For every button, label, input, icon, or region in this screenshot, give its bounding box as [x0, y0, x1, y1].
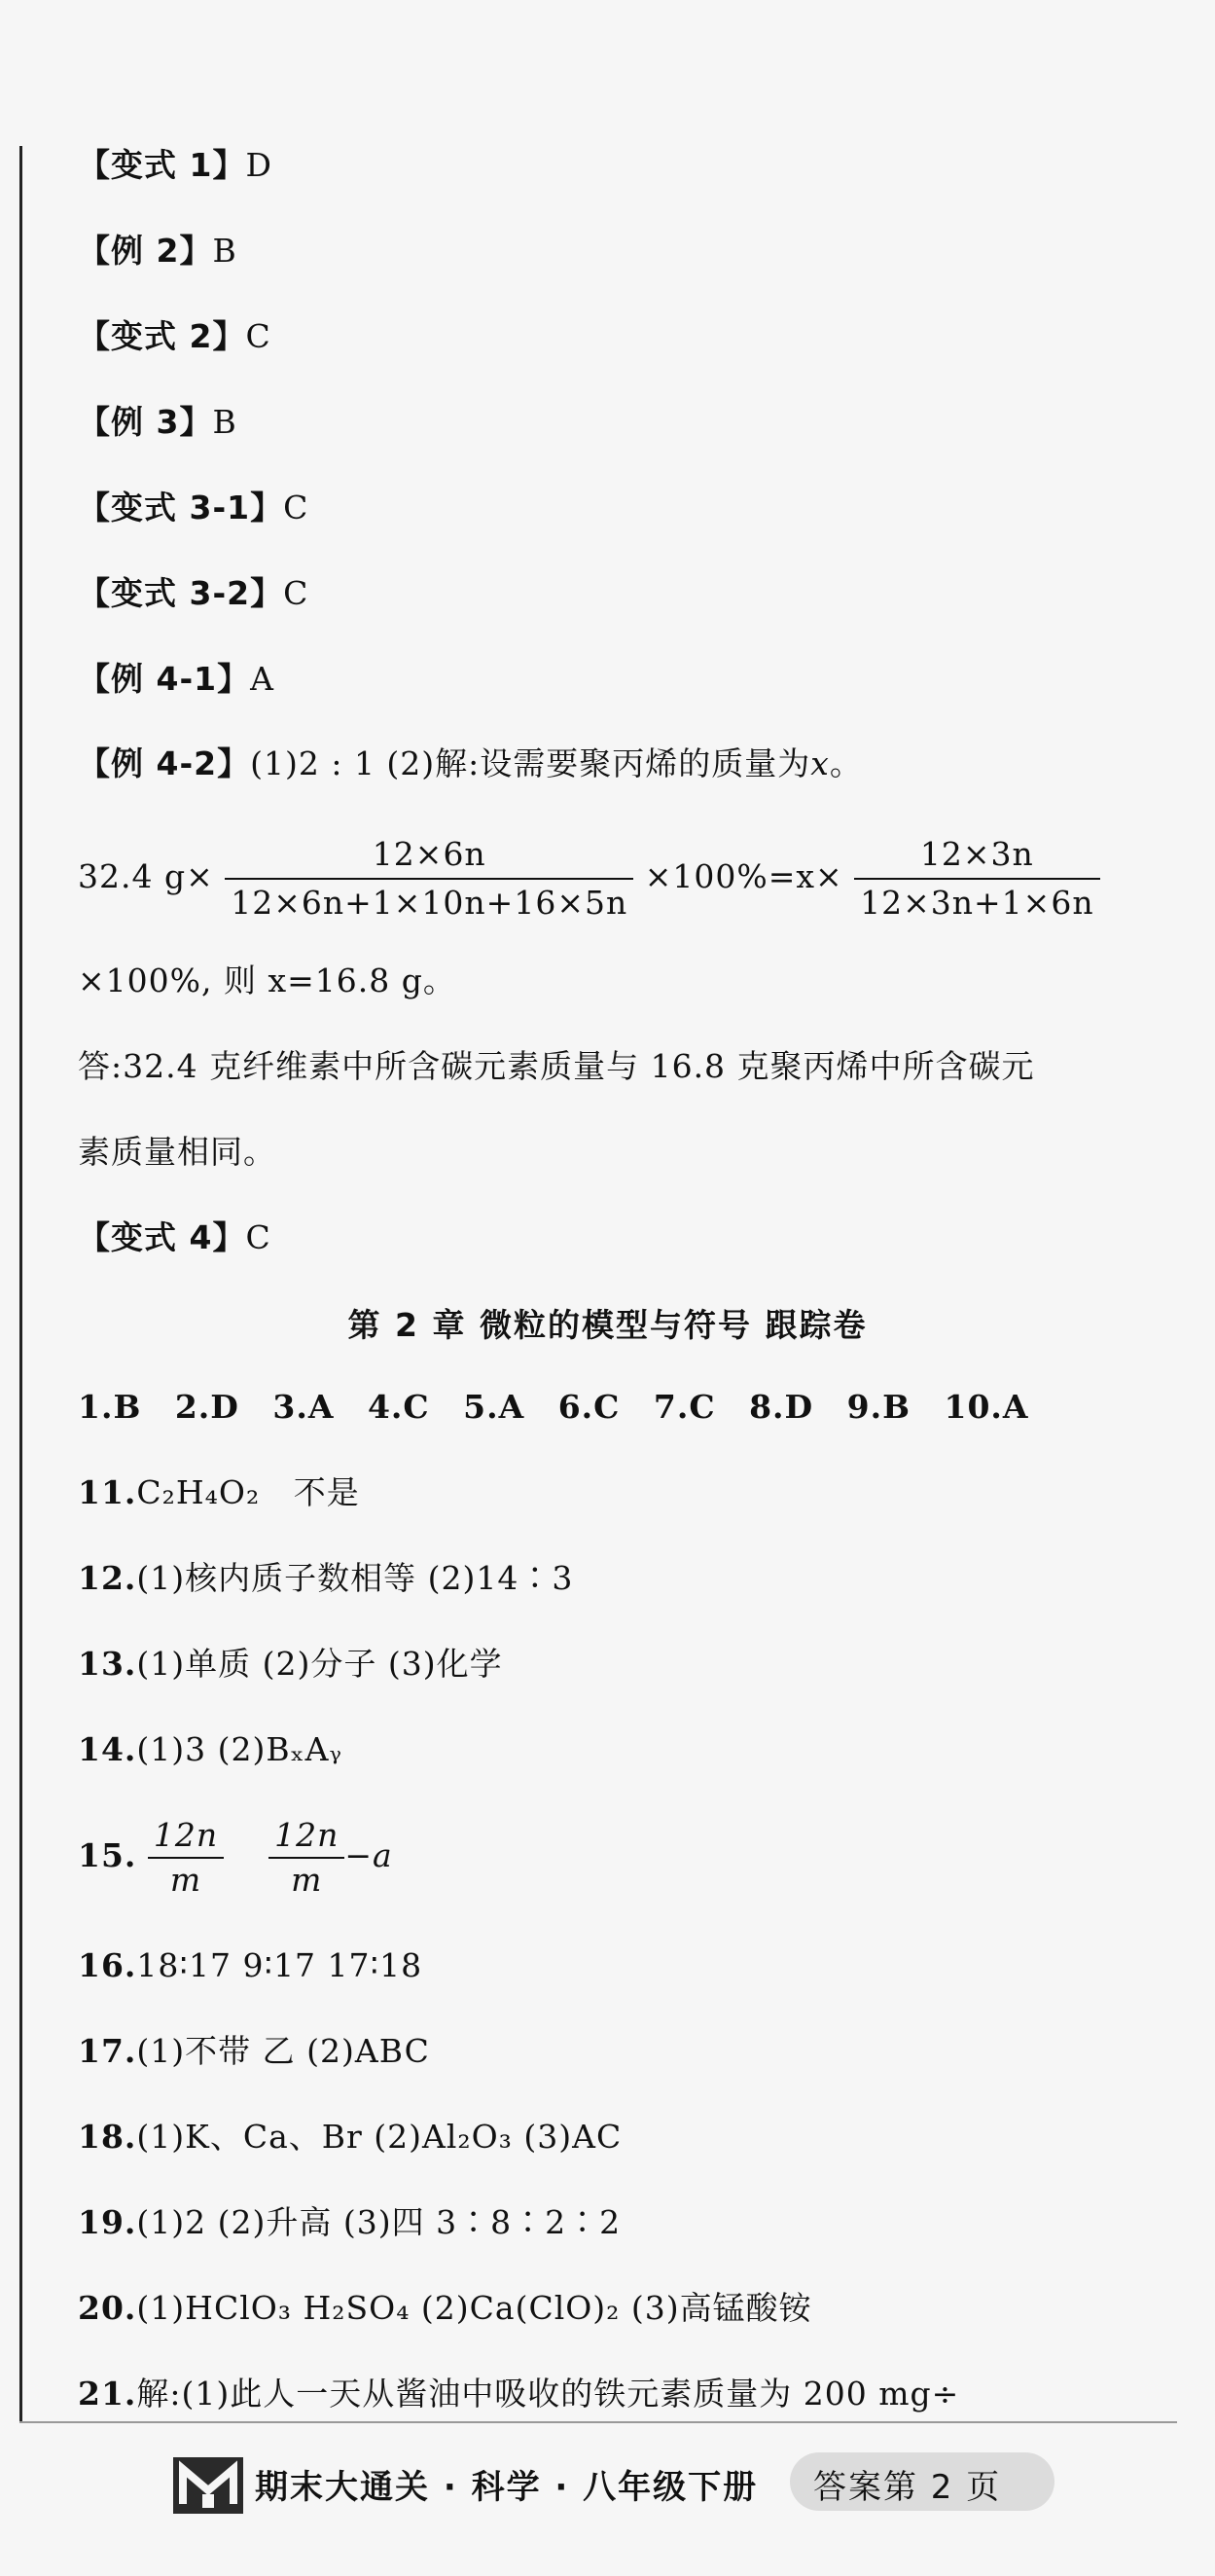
item-example-3 — [78, 401, 237, 444]
choice-answer: 9.B — [846, 1388, 911, 1426]
answer-text: (1)单质 (2)分子 (3)化学 — [136, 1645, 503, 1683]
answer-text: 解:(1)此人一天从酱油中吸收的铁元素质量为 200 mg÷ — [136, 2375, 960, 2413]
item-answer: B — [212, 232, 237, 270]
item-tag: 【变式 3-1】 — [78, 489, 284, 526]
answer-text: (1)K、Ca、Br (2)Al₂O₃ (3)AC — [136, 2118, 623, 2156]
item-tag: 【变式 3-2】 — [78, 574, 284, 612]
answer-text: (1)3 (2)BₓAᵧ — [136, 1730, 342, 1768]
question-15 — [78, 1818, 393, 1898]
fraction-numerator: 12n — [148, 1818, 224, 1859]
choice-answer: 1.B — [78, 1388, 142, 1426]
question-number: 21. — [78, 2375, 137, 2413]
item-tag: 【例 3】 — [78, 403, 213, 441]
question-number: 11. — [78, 1473, 137, 1511]
equation-line — [78, 835, 1100, 923]
question-number: 17. — [78, 2032, 137, 2070]
answer-text: (1)2 (2)升高 (3)四 3∶8∶2∶2 — [136, 2203, 622, 2241]
item-variant-2 — [78, 315, 271, 358]
fraction-polypropylene — [854, 835, 1099, 923]
item-tag: 【例 4-2】 — [78, 744, 251, 782]
answer-text: (1)HClO₃ H₂SO₄ (2)Ca(ClO)₂ (3)高锰酸铵 — [136, 2289, 812, 2327]
question-21 — [78, 2373, 959, 2415]
item-example-4-2 — [78, 743, 863, 785]
item-variant-4 — [78, 1216, 271, 1259]
footer-book-title: 期末大通关 · 科学 · 八年级下册 — [255, 2468, 759, 2507]
fraction-numerator: 12×6n — [225, 835, 633, 880]
question-13 — [78, 1643, 503, 1686]
variable-x: x — [810, 744, 830, 782]
choice-answer: 3.A — [272, 1388, 335, 1426]
item-tag: 【变式 1】 — [78, 146, 246, 184]
footer-answer-label: 答案第 2 页 — [813, 2468, 1002, 2507]
item-tag: 【例 2】 — [78, 232, 213, 270]
item-answer: C — [245, 1218, 271, 1256]
item-tag: 【变式 4】 — [78, 1218, 246, 1256]
question-number: 15. — [78, 1836, 137, 1874]
question-12 — [78, 1557, 573, 1600]
fraction-tail: −a — [344, 1836, 393, 1874]
question-number: 13. — [78, 1645, 137, 1683]
answer-text: (1)不带 乙 (2)ABC — [136, 2032, 430, 2070]
answer-text: 不是 — [293, 1473, 360, 1511]
item-answer: B — [212, 403, 237, 441]
sentence-end: 。 — [829, 744, 863, 782]
fraction-second — [268, 1818, 344, 1898]
fraction-denominator: m — [169, 1861, 202, 1899]
fraction-cellulose — [225, 835, 633, 923]
item-example-4-1 — [78, 658, 274, 701]
fraction-first — [148, 1818, 224, 1898]
fraction-denominator: m — [291, 1861, 323, 1899]
equation-middle: ×100%=x× — [644, 857, 843, 895]
item-variant-1 — [78, 144, 272, 187]
question-16 — [78, 1944, 422, 1987]
choice-answer: 8.D — [749, 1388, 814, 1426]
item-answer: D — [245, 146, 272, 184]
fraction-denominator: 12×6n+1×10n+16×5n — [231, 884, 628, 922]
formula: C₂H₄O₂ — [136, 1473, 261, 1511]
choice-answer: 10.A — [944, 1388, 1029, 1426]
choice-answer: 4.C — [367, 1388, 430, 1426]
item-variant-3-1 — [78, 487, 308, 529]
choice-answer: 6.C — [557, 1388, 621, 1426]
question-number: 16. — [78, 1946, 137, 1984]
question-20 — [78, 2287, 812, 2330]
book-logo-icon — [173, 2457, 243, 2514]
question-number: 18. — [78, 2118, 137, 2156]
answer-sentence-2: 素质量相同。 — [78, 1133, 276, 1171]
fraction-numerator: 12×3n — [854, 835, 1099, 880]
choice-answer: 5.A — [463, 1388, 525, 1426]
section-heading: 第 2 章 微粒的模型与符号 跟踪卷 — [347, 1306, 868, 1344]
item-answer: (1)2 : 1 (2)解:设需要聚丙烯的质量为 — [250, 744, 811, 782]
item-answer: C — [283, 489, 309, 526]
equation-tail: ×100%, 则 x=16.8 g。 — [78, 961, 456, 999]
answer-sentence-1: 答:32.4 克纤维素中所含碳元素质量与 16.8 克聚丙烯中所含碳元 — [78, 1047, 1035, 1085]
item-tag: 【例 4-1】 — [78, 660, 251, 698]
footer-answer-page — [790, 2452, 1054, 2511]
question-19 — [78, 2201, 621, 2244]
footer-rule — [19, 2421, 1177, 2423]
choice-answers-row — [78, 1386, 1029, 1429]
question-11 — [78, 1471, 360, 1514]
item-answer: C — [245, 317, 271, 355]
item-tag: 【变式 2】 — [78, 317, 246, 355]
question-number: 19. — [78, 2203, 137, 2241]
answer-text: (1)核内质子数相等 (2)14∶3 — [136, 1559, 574, 1597]
fraction-numerator: 12n — [268, 1818, 344, 1859]
item-answer: C — [283, 574, 309, 612]
answer-text: 18∶17 9∶17 17∶18 — [136, 1946, 423, 1984]
question-number: 12. — [78, 1559, 137, 1597]
left-margin-rule — [19, 146, 22, 2423]
item-answer: A — [250, 660, 274, 698]
fraction-denominator: 12×3n+1×6n — [860, 884, 1094, 922]
question-number: 14. — [78, 1730, 137, 1768]
question-number: 20. — [78, 2289, 137, 2327]
question-14 — [78, 1728, 342, 1771]
equation-left: 32.4 g× — [78, 857, 214, 895]
question-17 — [78, 2030, 430, 2073]
choice-answer: 2.D — [174, 1388, 239, 1426]
item-example-2 — [78, 230, 237, 272]
choice-answer: 7.C — [653, 1388, 716, 1426]
question-18 — [78, 2116, 622, 2159]
item-variant-3-2 — [78, 572, 308, 615]
